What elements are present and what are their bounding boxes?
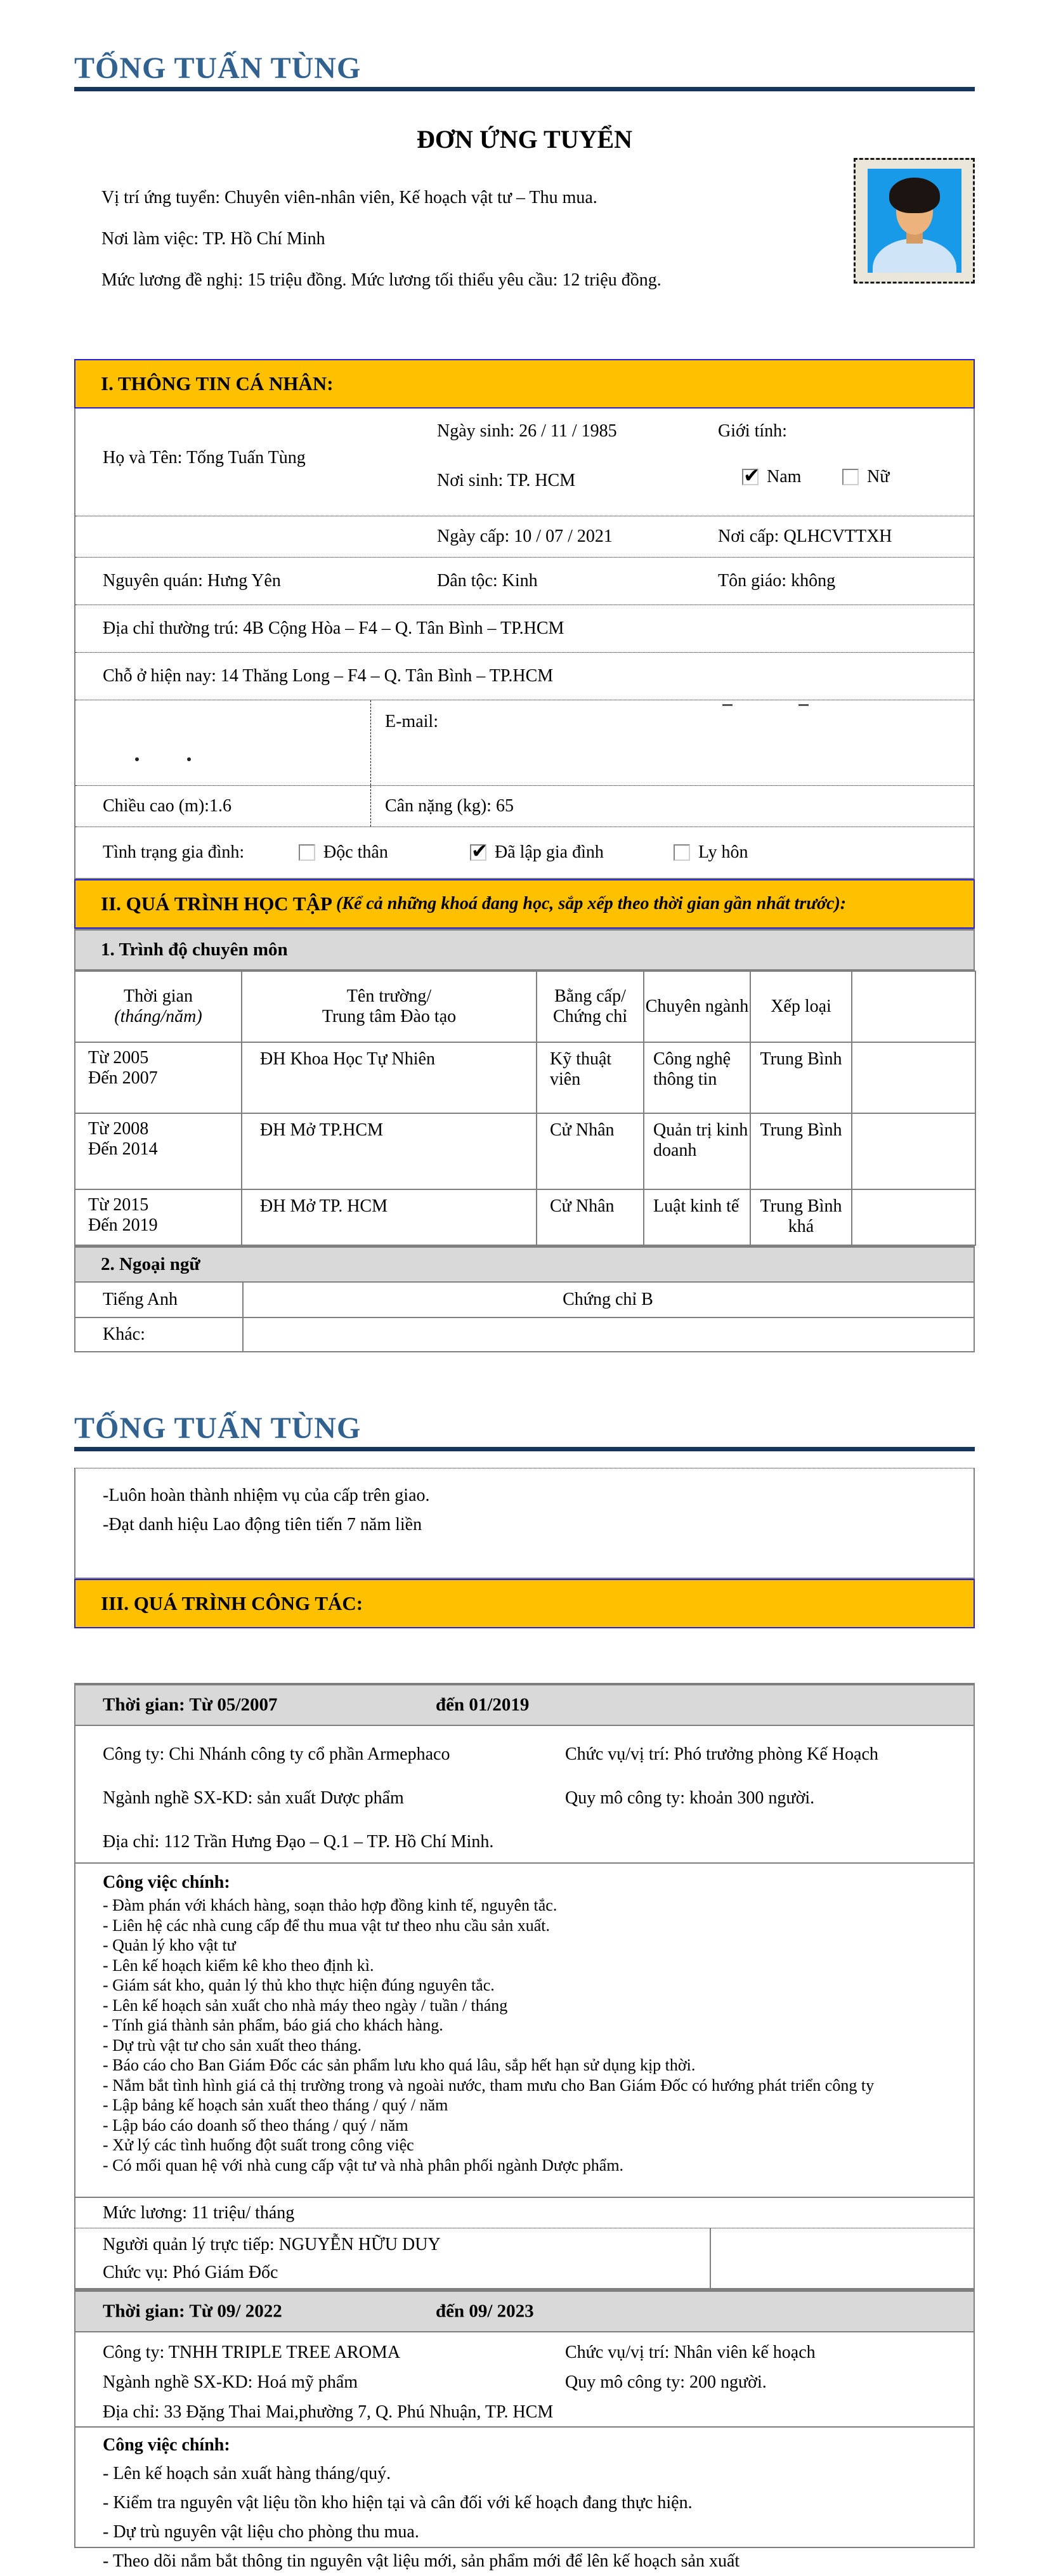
full-name: Họ và Tên: Tống Tuấn Tùng [103, 448, 306, 467]
job1-scale: Quy mô công ty: khoản 300 người. [565, 1788, 815, 1808]
task-line: - Tính giá thành sản phẩm, báo giá cho khách hàng. [103, 2016, 443, 2034]
job1-company: Công ty: Chi Nhánh công ty cổ phần Armephaco Chức vụ/vị trí: Phó trưởng phòng Kế Hoạch [75, 1732, 974, 1776]
achievement-line: -Đạt danh hiệu Lao động tiên tiến 7 năm liền [103, 1515, 422, 1534]
task-line: - Dự trù nguyên vật liệu cho phòng thu mua. [103, 2522, 419, 2542]
id-issue-place: Nơi cấp: QLHCVTTXH [718, 526, 892, 546]
task-line: - Liên hệ các nhà cung cấp để thu mua vật tư theo nhu cầu sản xuất. [103, 1916, 550, 1935]
row-current-address [75, 653, 974, 700]
section-3-header [74, 1579, 975, 1628]
task-line: - Nắm bắt tình hình giá cả thị trường trong và ngoài nước, tham mưu cho Ban Giám Đốc có hướng phát triển công ty [103, 2076, 875, 2095]
task-line: - Kiểm tra nguyên vật liệu tồn kho hiện tại và cân đối với kế hoạch đang thực hiện. [103, 2493, 693, 2513]
female-label: Nữ [867, 467, 890, 487]
redaction-mark [187, 757, 191, 761]
task-line: - Lên kế hoạch kiểm kê kho theo định kì. [103, 1956, 374, 1975]
language-row-english [75, 1283, 974, 1317]
male-checkbox[interactable] [742, 469, 759, 485]
edu-row: Từ 2015 Đến 2019 ĐH Mở TP. HCM Cử Nhân Luật kinh tế Trung Bình khá [75, 1189, 975, 1245]
task-line: - Lên kế hoạch sản xuất hàng tháng/quý. [103, 2464, 391, 2483]
single-label: Độc thân [323, 842, 388, 862]
task-line: - Theo dõi nắm bắt thông tin nguyên vật liệu mới, sản phẩm mới để lên kế hoạch sản xuất [103, 2551, 740, 2571]
document [74, 0, 975, 2571]
divorced-label: Ly hôn [698, 842, 748, 862]
row-contact [75, 700, 974, 786]
job2-address: Địa chỉ: 33 Đặng Thai Mai,phường 7, Q. Phú Nhuận, TP. HCM [103, 2402, 554, 2422]
current-address: Chỗ ở hiện nay: 14 Thăng Long – F4 – Q. Tân Bình – TP.HCM [103, 666, 554, 686]
job2-company: Công ty: TNHH TRIPLE TREE AROMA Chức vụ/vị trí: Nhân viên kế hoạch [75, 2337, 974, 2367]
redaction-mark [722, 704, 733, 706]
job2-tasks-label: Công việc chính: [103, 2435, 230, 2455]
job1-info [74, 1726, 975, 1864]
english-label: Tiếng Anh [103, 1290, 178, 1309]
task-line: - Có mối quan hệ với nhà cung cấp vật tư và nhà phân phối ngành Dược phẩm. [103, 2155, 624, 2174]
task-line: - Giám sát kho, quản lý thủ kho thực hiện đúng nguyên tắc. [103, 1976, 495, 1994]
edu-sub-header-2 [74, 1246, 975, 1283]
other-language-label: Khác: [103, 1324, 145, 1344]
section-2-note: (Kể cả những khoá đang học, sắp xếp theo thời gian gần nhất trước): [336, 894, 847, 913]
task-line: - Lên kế hoạch sản xuất cho nhà máy theo ngày / tuần / tháng [103, 1996, 508, 2015]
edu-row: Từ 2005 Đến 2007 ĐH Khoa Học Tự Nhiên Kỹ thuật viên Công nghệ thông tin Trung Bình [75, 1042, 975, 1113]
section-2-header [74, 879, 975, 929]
job1-salary-row [74, 2198, 975, 2228]
cell-divider [242, 1318, 244, 1351]
gender-label: Giới tính: [718, 421, 787, 441]
achievement-line: -Luôn hoàn thành nhiệm vụ của cấp trên giao. [103, 1486, 430, 1505]
marital-divorced-option [674, 842, 748, 863]
task-line: - Dự trù vật tư cho sản xuất theo tháng. [103, 2036, 362, 2055]
redaction-mark [798, 704, 809, 706]
marital-label: Tình trạng gia đình: [103, 842, 245, 862]
salary-expectation: Mức lương đề nghị: 15 triệu đồng. Mức lương tối thiểu yêu cầu: 12 triệu đồng. [101, 270, 661, 290]
cell-divider [370, 700, 371, 785]
cell-divider [370, 786, 371, 827]
female-checkbox[interactable] [842, 469, 859, 485]
edu-sub2-label: 2. Ngoại ngữ [101, 1254, 200, 1274]
edu-row: Từ 2008 Đến 2014 ĐH Mở TP.HCM Cử Nhân Quản trị kinh doanh Trung Bình [75, 1113, 975, 1189]
gender-female-option [842, 467, 889, 487]
job1-tasks-label: Công việc chính: [103, 1873, 230, 1892]
row-marital-status [75, 827, 974, 878]
education-table [74, 971, 976, 1246]
task-line: - Lập bảng kế hoạch sản xuất theo tháng / quý / năm [103, 2096, 448, 2114]
section-1-header [74, 359, 975, 409]
header-rule [74, 1447, 975, 1451]
job2-time-from: Thời gian: Từ 09/ 2022 [103, 2301, 282, 2322]
row-name-dob-gender [75, 409, 974, 516]
section-1-title: I. THÔNG TIN CÁ NHÂN: [101, 372, 334, 395]
language-row-other [75, 1317, 974, 1351]
job1-time-from: Thời gian: Từ 05/2007 [103, 1694, 278, 1715]
edu-col-rank: Xếp loại [750, 971, 852, 1042]
job2-role: Chức vụ/vị trí: Nhân viên kế hoạch [565, 2343, 816, 2362]
language-table [74, 1283, 975, 1352]
task-line: - Lập báo cáo doanh số theo tháng / quý / năm [103, 2115, 408, 2135]
page1-header-name: TỐNG TUẤN TÙNG [74, 51, 362, 85]
job1-industry: Ngành nghề SX-KD: sản xuất Dược phẩm Quy mô công ty: khoản 300 người. [75, 1776, 974, 1820]
photo-hair [889, 178, 940, 213]
personal-info-table [74, 409, 975, 879]
male-label: Nam [767, 467, 802, 487]
header-rule [74, 87, 975, 91]
hometown: Nguyên quán: Hưng Yên [103, 571, 281, 591]
marital-single-option [299, 842, 388, 863]
religion: Tôn giáo: không [718, 571, 836, 591]
married-label: Đã lập gia đình [495, 842, 604, 862]
date-of-birth: Ngày sinh: 26 / 11 / 1985 [437, 421, 617, 441]
permanent-address: Địa chỉ thường trú: 4B Cộng Hòa – F4 – Q. Tân Bình – TP.HCM [103, 618, 564, 638]
applied-position: Vị trí ứng tuyển: Chuyên viên-nhân viên, Kế hoạch vật tư – Thu mua. [101, 187, 597, 207]
job1-manager: Người quản lý trực tiếp: NGUYỄN HỮU DUY [103, 2235, 441, 2254]
single-checkbox[interactable] [299, 844, 315, 861]
job1-address: Địa chỉ: 112 Trần Hưng Đạo – Q.1 – TP. Hồ Chí Minh. [103, 1832, 494, 1852]
section-2-title: II. QUÁ TRÌNH HỌC TẬP [101, 892, 336, 915]
edu-col-degree: Bằng cấp/ Chứng chỉ [537, 971, 644, 1042]
task-line: - Báo cáo cho Ban Giám Đốc các sản phẩm lưu kho quá lâu, sắp hết hạn sử dụng kịp thời. [103, 2056, 696, 2074]
row-permanent-address [75, 605, 974, 653]
job1-manager-role: Chức vụ: Phó Giám Đốc [103, 2263, 278, 2282]
edu-col-extra [852, 971, 975, 1042]
id-issue-date: Ngày cấp: 10 / 07 / 2021 [437, 526, 613, 546]
workplace: Nơi làm việc: TP. Hồ Chí Minh [101, 228, 325, 249]
row-height-weight [75, 786, 974, 827]
row-hometown [75, 558, 974, 605]
job2-tasks [74, 2428, 975, 2571]
height: Chiều cao (m):1.6 [103, 796, 231, 816]
cell-divider [710, 2228, 711, 2288]
page2-header-name: TỐNG TUẤN TÙNG [74, 1411, 362, 1445]
applicant-photo [868, 169, 961, 273]
task-line: - Quản lý kho vật tư [103, 1936, 236, 1954]
email-label: E-mail: [385, 712, 438, 731]
photo-shirt [873, 239, 956, 273]
edu-col-time: Thời gian (tháng/năm) [75, 971, 242, 1042]
task-line: - Đàm phán với khách hàng, soạn thảo hợp đồng kinh tế, nguyên tắc. [103, 1896, 557, 1914]
job1-manager-block [74, 2228, 975, 2289]
job2-scale: Quy mô công ty: 200 người. [565, 2372, 767, 2392]
job1-role: Chức vụ/vị trí: Phó trưởng phòng Kế Hoạch [565, 1744, 878, 1764]
job2-time-to: đến 09/ 2023 [436, 2301, 534, 2322]
achievements-box [74, 1468, 975, 1579]
edu-sub1-label: 1. Trình độ chuyên môn [101, 939, 288, 960]
married-checkbox[interactable] [470, 844, 486, 861]
job2-info [74, 2332, 975, 2428]
edu-col-school: Tên trường/ Trung tâm Đào tạo [242, 971, 537, 1042]
edu-col-major: Chuyên ngành [644, 971, 750, 1042]
intro-block [101, 177, 975, 301]
job2-time-bar [74, 2289, 975, 2332]
section-3-title: III. QUÁ TRÌNH CÔNG TÁC: [101, 1592, 363, 1614]
job1-tasks [74, 1864, 975, 2198]
job1-time-to: đến 01/2019 [436, 1694, 530, 1715]
row-id-issue [75, 516, 974, 558]
edu-header-row [75, 971, 975, 1042]
divorced-checkbox[interactable] [674, 844, 690, 861]
page-title: ĐƠN ỨNG TUYỂN [416, 125, 633, 154]
job1-time-bar [74, 1683, 975, 1726]
marital-married-option [470, 842, 604, 863]
english-level: Chứng chỉ B [563, 1290, 653, 1309]
applicant-photo-frame [854, 158, 975, 284]
job1-salary: Mức lương: 11 triệu/ tháng [103, 2202, 295, 2223]
job1-task-list [88, 1895, 961, 2175]
redaction-mark [135, 757, 139, 761]
job2-task-list [88, 2459, 961, 2576]
task-line: - Xử lý các tình huống đột suất trong công việc [103, 2136, 414, 2154]
ethnicity: Dân tộc: Kinh [437, 571, 538, 591]
gender-male-option [742, 467, 801, 487]
job2-industry: Ngành nghề SX-KD: Hoá mỹ phẩm Quy mô công ty: 200 người. [75, 2367, 974, 2397]
edu-sub-header-1 [74, 929, 975, 971]
birthplace: Nơi sinh: TP. HCM [437, 471, 576, 490]
weight: Cân nặng (kg): 65 [385, 796, 514, 816]
